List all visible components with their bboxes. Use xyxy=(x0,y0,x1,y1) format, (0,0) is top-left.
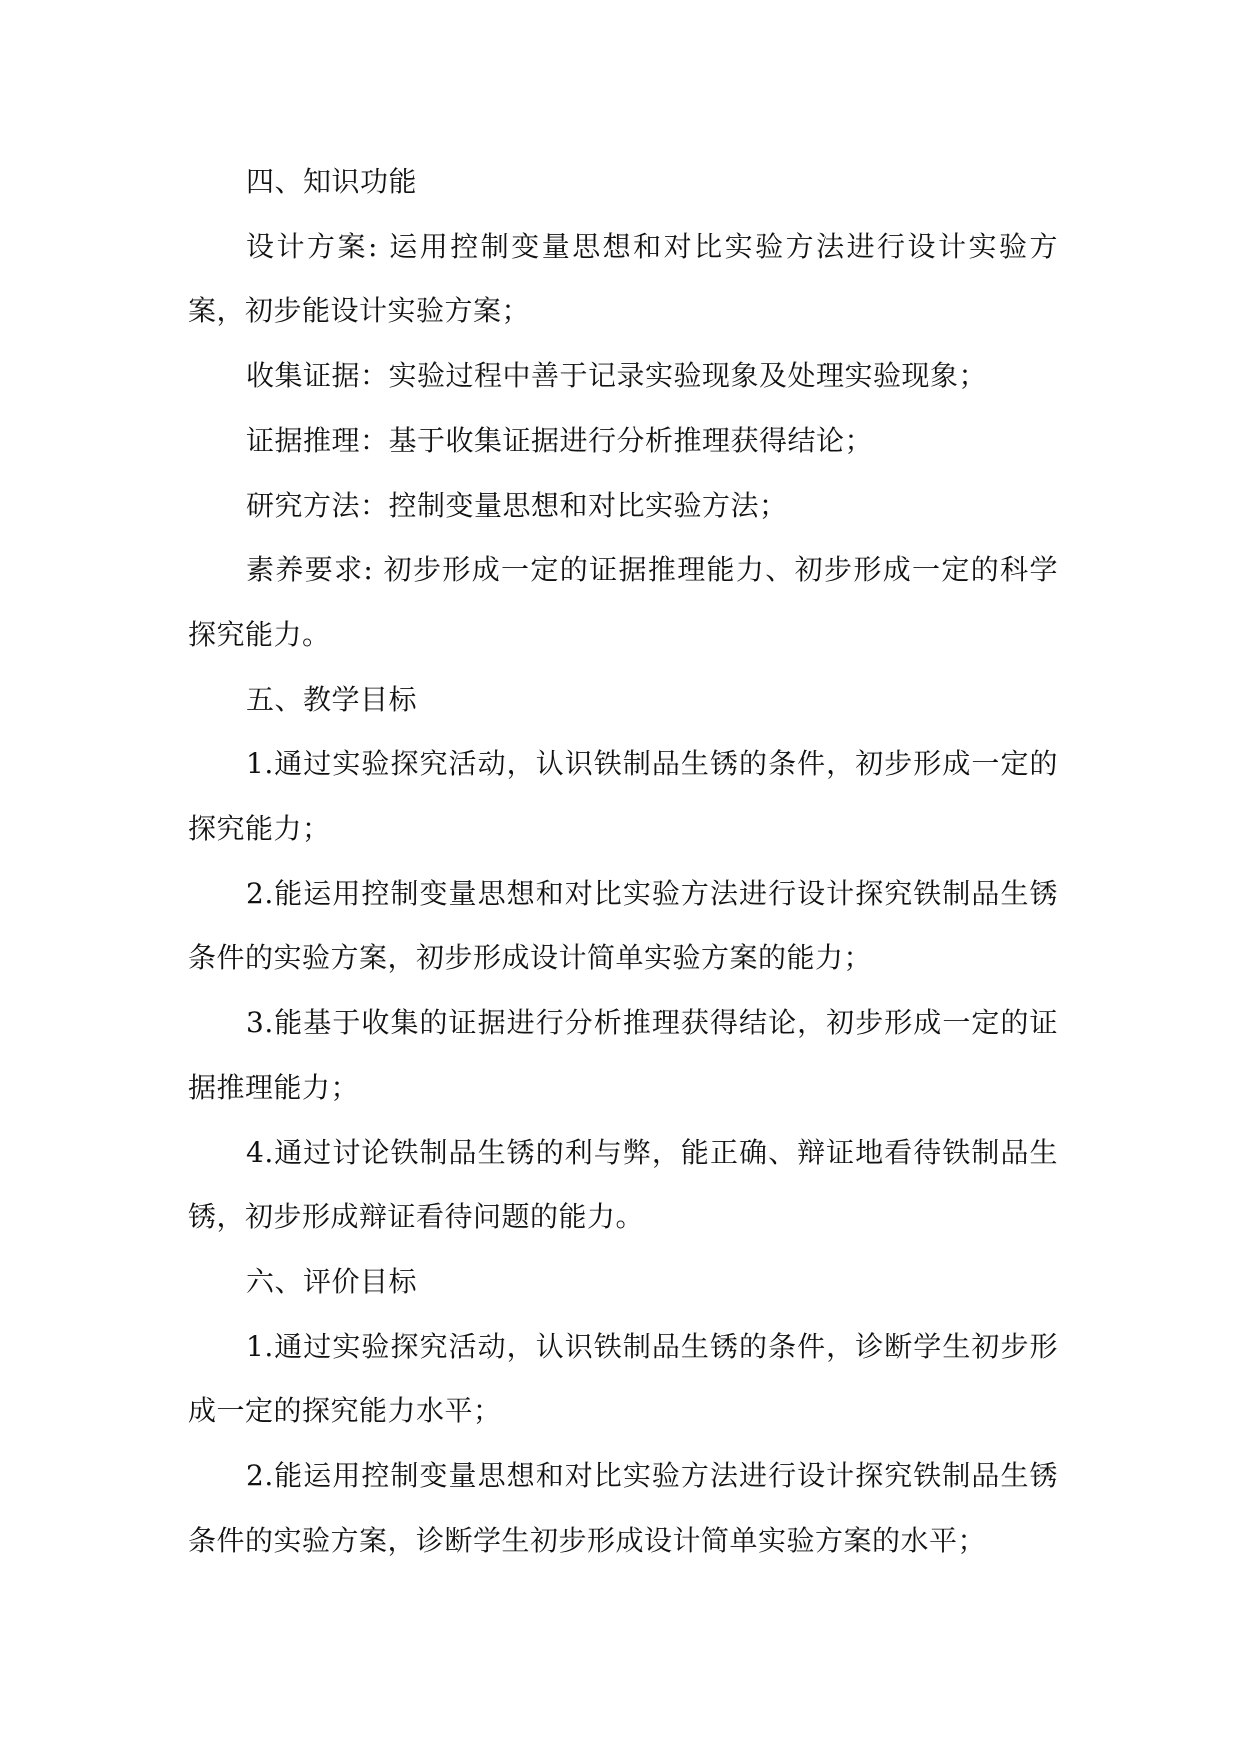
teaching-goal-item-1: 1.通过实验探究活动，认识铁制品生锈的条件，初步形成一定的探究能力； xyxy=(188,747,1058,846)
teaching-goal-item-4: 4.通过讨论铁制品生锈的利与弊，能正确、辩证地看待铁制品生锈，初步形成辩证看待问题的能力。 xyxy=(188,1135,1058,1234)
paragraph-design-plan: 设计方案: 运用控制变量思想和对比实验方法进行设计实验方案，初步能设计实验方案； xyxy=(188,229,1058,328)
paragraph-research-method: 研究方法：控制变量思想和对比实验方法； xyxy=(246,488,788,522)
evaluation-goal-item-1: 1.通过实验探究活动，认识铁制品生锈的条件，诊断学生初步形成一定的探究能力水平； xyxy=(188,1329,1058,1428)
teaching-goal-item-3: 3.能基于收集的证据进行分析推理获得结论，初步形成一定的证据推理能力； xyxy=(188,1006,1058,1104)
document-body xyxy=(188,150,1058,1573)
section-heading-teaching-goals: 五、教学目标 xyxy=(246,682,418,716)
paragraph-collect-evidence: 收集证据：实验过程中善于记录实验现象及处理实验现象； xyxy=(246,359,988,393)
paragraph-evidence-reasoning: 证据推理：基于收集证据进行分析推理获得结论； xyxy=(246,423,874,457)
evaluation-goal-item-2: 2.能运用控制变量思想和对比实验方法进行设计探究铁制品生锈条件的实验方案，诊断学生初步形成设计简单实验方案的水平； xyxy=(188,1459,1058,1557)
teaching-goal-item-2: 2.能运用控制变量思想和对比实验方法进行设计探究铁制品生锈条件的实验方案，初步形成设计简单实验方案的能力； xyxy=(188,876,1058,975)
section-heading-evaluation-goals: 六、评价目标 xyxy=(246,1264,418,1298)
paragraph-literacy-requirement: 素养要求: 初步形成一定的证据推理能力、初步形成一定的科学探究能力。 xyxy=(188,553,1058,651)
section-heading-knowledge-function: 四、知识功能 xyxy=(246,165,418,198)
